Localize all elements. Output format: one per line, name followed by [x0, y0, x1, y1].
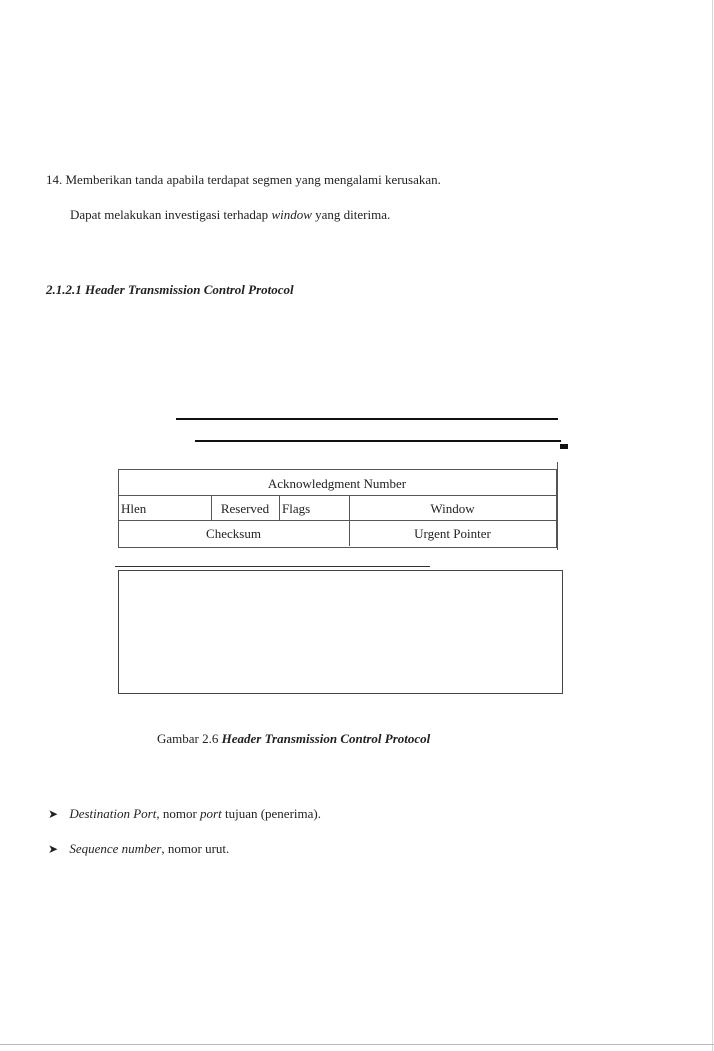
bullet-term-2: port	[200, 806, 222, 821]
detail-text-before: Dapat melakukan investigasi terhadap	[70, 207, 272, 222]
urgent-pointer-cell: Urgent Pointer	[414, 526, 491, 541]
figure-rule-second	[195, 440, 561, 442]
table-col-divider-2	[279, 496, 280, 520]
figure-caption	[157, 731, 430, 747]
bullet-item-destination-port	[48, 806, 321, 822]
figure-lower-box	[118, 570, 563, 694]
figure-underline	[115, 566, 430, 567]
page-edge-bottom	[0, 1044, 714, 1045]
section-heading: 2.1.2.1 Header Transmission Control Protocol	[46, 282, 294, 297]
caption-prefix: Gambar 2.6	[157, 731, 222, 746]
bullet-separator: , nomor	[156, 806, 201, 821]
bullet-rest: , nomor urut.	[161, 841, 230, 856]
list-number: 14.	[46, 172, 63, 187]
bullet-item-sequence-number	[48, 841, 229, 857]
figure-rule-mark	[560, 444, 568, 449]
arrow-bullet-icon: ➤	[48, 842, 59, 856]
arrow-bullet-icon: ➤	[48, 807, 59, 821]
list-item-14-detail	[70, 207, 390, 223]
list-item-14	[46, 172, 441, 188]
list-item-text: Memberikan tanda apabila terdapat segmen yang mengalami kerusakan.	[65, 172, 441, 187]
bullet-rest: tujuan (penerima).	[221, 806, 321, 821]
table-row-divider-1	[118, 495, 556, 496]
checksum-cell: Checksum	[206, 526, 261, 541]
ack-number-cell: Acknowledgment Number	[267, 476, 407, 491]
caption-title: Header Transmission Control Protocol	[221, 731, 431, 746]
table-right-rail	[557, 462, 558, 550]
reserved-cell: Reserved	[220, 501, 270, 516]
bullet-term: Sequence number	[69, 841, 162, 856]
bullet-term: Destination Port	[69, 806, 157, 821]
detail-text-after: yang diterima.	[311, 207, 391, 222]
page-edge-right	[712, 0, 713, 1051]
flags-cell: Flags	[282, 501, 311, 516]
table-row-divider-2	[118, 520, 556, 521]
hlen-cell: Hlen	[121, 501, 147, 516]
detail-text-italic: window	[271, 207, 312, 222]
window-cell: Window	[430, 501, 475, 516]
figure-rule-top	[176, 418, 558, 420]
